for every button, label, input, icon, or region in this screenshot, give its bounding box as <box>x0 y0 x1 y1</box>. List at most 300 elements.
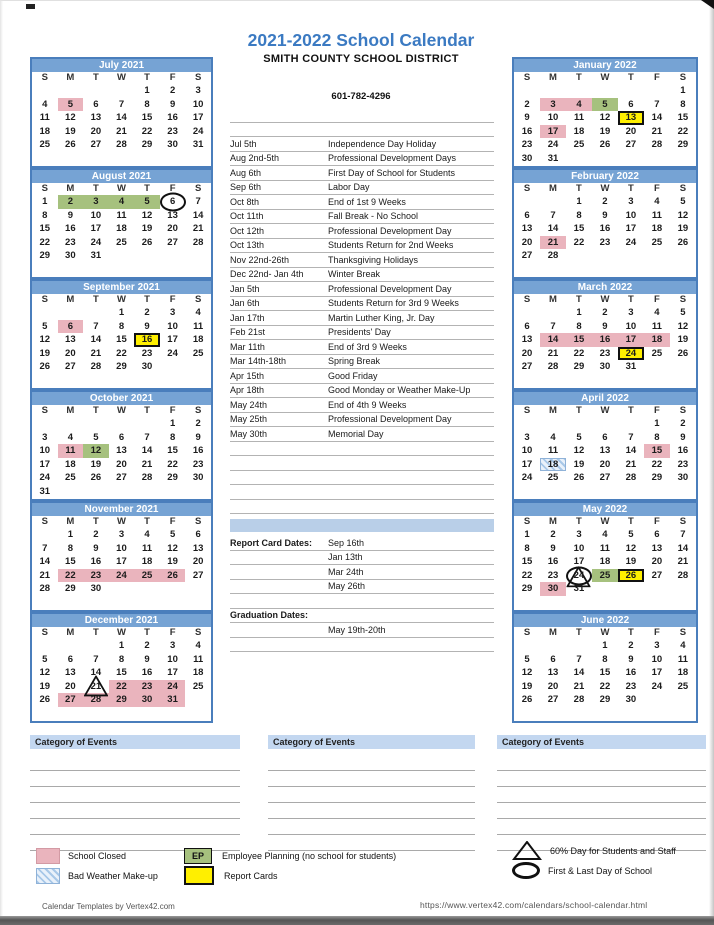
month-april-2022 <box>512 390 698 501</box>
list-row <box>230 239 494 254</box>
day-cell-31 <box>185 138 211 152</box>
day-cell-25 <box>185 680 211 694</box>
empty-cell <box>540 417 566 431</box>
day-cell-7 <box>540 320 566 334</box>
day-number: 13 <box>521 223 533 235</box>
day-cell-15 <box>109 666 135 680</box>
day-cell-27 <box>58 693 84 707</box>
weekday-header: W <box>600 516 610 527</box>
day-number: 6 <box>169 196 176 207</box>
scan-edge-left <box>0 0 3 916</box>
day-number: 27 <box>116 472 127 484</box>
day-number: 10 <box>651 653 663 665</box>
day-number: 18 <box>547 458 559 470</box>
day-number: 5 <box>628 529 634 540</box>
day-number: 19 <box>677 223 689 235</box>
list-row <box>230 355 494 370</box>
day-number: 16 <box>599 223 611 235</box>
legend-bad-weather <box>36 867 158 884</box>
day-number: 8 <box>144 98 150 110</box>
day-number: 27 <box>167 236 178 248</box>
day-cell-18 <box>185 666 211 680</box>
day-cell-12 <box>160 542 186 556</box>
row-date: Report Card Dates: <box>230 537 313 548</box>
day-number: 10 <box>192 98 204 110</box>
day-cell-14 <box>644 111 670 125</box>
day-number: 30 <box>625 694 637 706</box>
dates-grid <box>514 639 696 707</box>
day-cell-24 <box>185 125 211 139</box>
day-number: 20 <box>192 556 204 568</box>
day-number: 10 <box>90 209 102 221</box>
dates-grid <box>32 84 211 152</box>
weekday-header: F <box>654 405 660 416</box>
day-number: 9 <box>169 98 176 110</box>
day-number: 14 <box>141 445 153 457</box>
day-number: 26 <box>65 139 76 151</box>
month-title: December 2021 <box>32 614 211 627</box>
day-number: 1 <box>654 418 660 429</box>
day-cell-11 <box>670 653 696 667</box>
day-number: 8 <box>169 431 176 443</box>
day-cell-21 <box>670 555 696 569</box>
day-cell-2 <box>160 84 186 98</box>
day-number: 19 <box>39 680 51 692</box>
day-cell-14 <box>83 333 109 347</box>
day-cell-19 <box>32 347 58 361</box>
row-desc: Good Friday <box>328 370 378 381</box>
day-number: 20 <box>65 680 76 692</box>
day-cell-28 <box>185 236 211 250</box>
day-number: 5 <box>42 320 48 332</box>
day-cell-8 <box>134 98 160 112</box>
day-number: 10 <box>167 320 178 332</box>
day-cell-16 <box>592 333 618 347</box>
weekday-header: S <box>194 183 202 194</box>
empty-cell <box>618 417 644 431</box>
day-cell-7 <box>32 542 58 556</box>
day-number: 5 <box>524 653 530 665</box>
day-cell-3 <box>160 639 186 653</box>
day-cell-20 <box>58 680 84 694</box>
scan-corner-mark <box>701 0 714 9</box>
day-number: 23 <box>167 125 178 137</box>
day-cell-30 <box>618 693 644 707</box>
list-row <box>230 456 494 471</box>
day-number: 6 <box>654 529 660 540</box>
weekday-header: S <box>194 627 202 638</box>
weekday-header: F <box>654 294 660 305</box>
day-number: 22 <box>573 236 585 248</box>
day-number: 17 <box>521 458 533 470</box>
weekday-header: F <box>169 72 176 83</box>
empty-cell <box>58 306 84 320</box>
day-number: 24 <box>625 236 637 248</box>
day-number: 18 <box>116 223 127 235</box>
day-number: 30 <box>65 250 76 262</box>
day-number: 22 <box>599 680 611 692</box>
day-number: 14 <box>192 209 204 221</box>
blank-line <box>497 787 706 803</box>
day-number: 24 <box>167 680 178 692</box>
day-number: 15 <box>65 556 76 568</box>
day-number: 30 <box>90 583 102 595</box>
day-number: 4 <box>144 529 150 540</box>
row-desc: Martin Luther King, Jr. Day <box>328 312 435 323</box>
weekday-header: T <box>628 627 634 638</box>
day-cell-13 <box>514 222 540 236</box>
day-cell-7 <box>83 653 109 667</box>
day-number: 1 <box>602 640 608 651</box>
day-cell-3 <box>514 431 540 445</box>
day-number: 1 <box>524 529 530 540</box>
day-cell-21 <box>32 569 58 583</box>
day-number: 3 <box>118 529 125 540</box>
day-cell-19 <box>566 458 592 472</box>
list-row <box>230 224 494 239</box>
day-cell-4 <box>592 528 618 542</box>
day-number: 14 <box>90 667 102 679</box>
day-number: 19 <box>39 347 51 359</box>
weekday-header: T <box>144 183 150 194</box>
day-cell-4 <box>185 639 211 653</box>
day-cell-28 <box>540 249 566 263</box>
day-number: 26 <box>167 569 178 581</box>
day-cell-21 <box>644 125 670 139</box>
day-number: 28 <box>141 472 153 484</box>
day-number: 27 <box>521 361 533 373</box>
day-cell-3 <box>160 306 186 320</box>
weekday-header: M <box>66 72 75 83</box>
day-cell-20 <box>160 222 186 236</box>
day-cell-4 <box>185 306 211 320</box>
day-number: 8 <box>654 431 660 443</box>
day-cell-16 <box>134 333 160 347</box>
day-number: 24 <box>39 472 51 484</box>
day-cell-15 <box>134 111 160 125</box>
day-number: 15 <box>521 556 533 568</box>
day-number: 9 <box>524 112 530 124</box>
day-cell-23 <box>134 680 160 694</box>
day-cell-1 <box>566 306 592 320</box>
day-cell-19 <box>670 333 696 347</box>
day-number: 16 <box>547 556 559 568</box>
legend-group-middle <box>184 847 396 887</box>
day-number: 1 <box>144 85 150 96</box>
weekday-header: M <box>549 516 557 527</box>
day-number: 17 <box>167 667 178 679</box>
day-number: 26 <box>521 694 533 706</box>
dates-grid <box>514 528 696 596</box>
day-number: 11 <box>142 542 153 554</box>
day-cell-11 <box>134 542 160 556</box>
day-cell-21 <box>185 222 211 236</box>
empty-cell <box>566 639 592 653</box>
day-number: 29 <box>141 139 153 151</box>
day-cell-1 <box>514 528 540 542</box>
empty-cell <box>83 306 109 320</box>
day-cell-2 <box>134 306 160 320</box>
day-number: 21 <box>677 556 689 568</box>
day-cell-29 <box>58 582 84 596</box>
day-number: 23 <box>625 680 637 692</box>
day-number: 27 <box>90 139 102 151</box>
day-number: 12 <box>65 112 76 124</box>
day-cell-9 <box>592 209 618 223</box>
weekday-header: M <box>66 516 75 527</box>
day-cell-22 <box>592 680 618 694</box>
day-cell-9 <box>670 431 696 445</box>
day-number: 29 <box>651 472 663 484</box>
day-cell-28 <box>566 693 592 707</box>
day-cell-18 <box>644 222 670 236</box>
row-desc: May 19th-20th <box>328 624 386 635</box>
dates-grid <box>32 306 211 374</box>
day-cell-4 <box>540 431 566 445</box>
day-cell-28 <box>618 471 644 485</box>
day-number: 3 <box>654 640 660 651</box>
day-cell-18 <box>566 125 592 139</box>
day-number: 23 <box>90 569 102 581</box>
day-number: 7 <box>550 320 556 332</box>
day-number: 13 <box>65 667 76 679</box>
day-cell-23 <box>618 680 644 694</box>
day-number: 9 <box>628 653 634 665</box>
day-number: 17 <box>192 112 204 124</box>
day-cell-9 <box>592 320 618 334</box>
day-number: 6 <box>524 209 530 221</box>
weekday-header: S <box>523 183 531 194</box>
day-number: 23 <box>599 347 611 359</box>
day-cell-28 <box>644 138 670 152</box>
day-number: 24 <box>116 569 127 581</box>
day-number: 22 <box>65 569 76 581</box>
list-row <box>230 442 494 457</box>
day-cell-22 <box>160 458 186 472</box>
day-cell-5 <box>32 320 58 334</box>
day-cell-18 <box>185 333 211 347</box>
day-cell-12 <box>566 444 592 458</box>
row-desc: Mar 24th <box>328 566 364 577</box>
day-number: 16 <box>167 112 178 124</box>
list-row <box>230 398 494 413</box>
list-row <box>230 369 494 384</box>
weekday-header: S <box>679 627 687 638</box>
row-desc: Independence Day Holiday <box>328 138 437 149</box>
day-cell-10 <box>644 653 670 667</box>
list-row <box>230 181 494 196</box>
day-cell-10 <box>160 320 186 334</box>
day-number: 28 <box>116 139 127 151</box>
day-cell-15 <box>58 555 84 569</box>
weekday-header-row <box>514 72 696 84</box>
legend-employee-planning <box>184 847 396 864</box>
day-number: 8 <box>576 209 582 221</box>
day-cell-22 <box>566 347 592 361</box>
day-cell-13 <box>618 111 644 125</box>
day-number: 11 <box>39 112 50 124</box>
day-number: 1 <box>42 196 48 207</box>
day-number: 30 <box>141 361 153 373</box>
day-number: 17 <box>39 458 51 470</box>
day-number: 3 <box>628 307 634 318</box>
day-number: 7 <box>118 98 125 110</box>
day-number: 25 <box>192 680 204 692</box>
day-cell-31 <box>160 693 186 707</box>
day-number: 12 <box>677 320 689 332</box>
day-number: 28 <box>651 139 663 151</box>
day-cell-27 <box>109 471 135 485</box>
day-number: 31 <box>625 361 637 373</box>
day-cell-16 <box>83 555 109 569</box>
day-number: 22 <box>677 125 689 137</box>
legend-sixty-day <box>512 842 676 859</box>
day-cell-11 <box>58 444 84 458</box>
day-number: 11 <box>547 445 558 457</box>
day-cell-29 <box>109 360 135 374</box>
day-number: 25 <box>651 347 663 359</box>
day-cell-10 <box>618 320 644 334</box>
day-number: 23 <box>141 680 153 692</box>
day-number: 17 <box>90 223 102 235</box>
day-number: 14 <box>90 334 102 346</box>
day-number: 1 <box>680 85 686 96</box>
list-row <box>230 638 494 653</box>
day-number: 19 <box>573 458 585 470</box>
day-cell-11 <box>644 320 670 334</box>
day-cell-26 <box>134 236 160 250</box>
weekday-header: S <box>679 183 687 194</box>
weekday-header: W <box>116 405 126 416</box>
day-number: 26 <box>39 361 51 373</box>
empty-cell <box>566 84 592 98</box>
blank-line <box>268 771 475 787</box>
day-number: 27 <box>192 569 204 581</box>
day-number: 28 <box>677 569 689 581</box>
day-number: 10 <box>573 542 585 554</box>
day-number: 24 <box>521 472 533 484</box>
month-title: January 2022 <box>514 59 696 72</box>
list-row <box>230 108 494 123</box>
day-cell-3 <box>618 195 644 209</box>
weekday-header: M <box>66 183 75 194</box>
row-desc: Winter Break <box>328 269 381 279</box>
day-number: 20 <box>521 347 533 359</box>
day-cell-17 <box>32 458 58 472</box>
weekday-header: F <box>169 627 176 638</box>
day-number: 26 <box>39 694 51 706</box>
day-number: 11 <box>193 320 204 332</box>
weekday-header: W <box>116 183 126 194</box>
empty-cell <box>540 84 566 98</box>
day-number: 1 <box>118 307 125 318</box>
calendar-column-left <box>30 57 213 723</box>
day-cell-24 <box>566 569 592 583</box>
day-cell-1 <box>109 639 135 653</box>
weekday-header-row <box>32 405 211 417</box>
day-cell-22 <box>514 569 540 583</box>
day-number: 4 <box>680 640 686 651</box>
day-cell-27 <box>83 138 109 152</box>
day-cell-10 <box>32 444 58 458</box>
day-cell-16 <box>670 444 696 458</box>
day-cell-16 <box>592 222 618 236</box>
row-date: Mar 14th-18th <box>230 356 287 366</box>
day-cell-15 <box>566 222 592 236</box>
day-cell-8 <box>644 431 670 445</box>
day-cell-4 <box>32 98 58 112</box>
day-number: 17 <box>651 667 663 679</box>
day-cell-19 <box>514 680 540 694</box>
day-cell-27 <box>618 138 644 152</box>
day-number: 29 <box>167 472 178 484</box>
day-number: 3 <box>169 307 176 318</box>
day-cell-18 <box>644 333 670 347</box>
day-number: 22 <box>39 236 51 248</box>
day-cell-29 <box>32 249 58 263</box>
day-number: 21 <box>90 347 102 359</box>
weekday-header: M <box>549 294 557 305</box>
day-cell-12 <box>32 333 58 347</box>
day-number: 9 <box>680 431 686 443</box>
day-number: 18 <box>192 334 204 346</box>
day-cell-12 <box>670 209 696 223</box>
day-number: 27 <box>65 694 76 706</box>
day-number: 3 <box>550 98 556 110</box>
row-date: Graduation Dates: <box>230 610 309 620</box>
category-blank-lines <box>30 755 240 851</box>
day-number: 22 <box>116 347 127 359</box>
dates-grid <box>32 417 211 499</box>
day-number: 15 <box>116 667 127 679</box>
weekday-header: S <box>194 294 202 305</box>
day-cell-26 <box>514 693 540 707</box>
weekday-header: S <box>194 72 202 83</box>
day-cell-17 <box>514 458 540 472</box>
day-number: 15 <box>573 223 585 235</box>
day-cell-28 <box>134 471 160 485</box>
day-number: 17 <box>625 334 637 346</box>
weekday-header: T <box>628 294 634 305</box>
empty-cell <box>32 84 58 98</box>
month-march-2022 <box>512 279 698 390</box>
day-cell-2 <box>83 528 109 542</box>
day-cell-27 <box>644 569 670 583</box>
day-number: 9 <box>144 653 150 665</box>
day-number: 6 <box>195 529 201 540</box>
weekday-header: T <box>93 183 99 194</box>
day-cell-22 <box>58 569 84 583</box>
day-cell-31 <box>32 485 58 499</box>
day-cell-15 <box>160 444 186 458</box>
month-title: October 2021 <box>32 392 211 405</box>
day-number: 16 <box>599 334 611 346</box>
day-number: 24 <box>651 680 663 692</box>
day-cell-23 <box>592 236 618 250</box>
day-number: 6 <box>550 653 556 665</box>
blank-line <box>30 819 240 835</box>
day-cell-2 <box>592 195 618 209</box>
triangle-icon <box>512 841 542 860</box>
empty-cell <box>58 84 84 98</box>
empty-cell <box>83 84 109 98</box>
blank-line <box>30 803 240 819</box>
weekday-header-row <box>514 516 696 528</box>
day-number: 13 <box>625 112 637 124</box>
weekday-header: M <box>549 183 557 194</box>
day-number: 10 <box>39 445 51 457</box>
day-number: 1 <box>576 307 582 318</box>
